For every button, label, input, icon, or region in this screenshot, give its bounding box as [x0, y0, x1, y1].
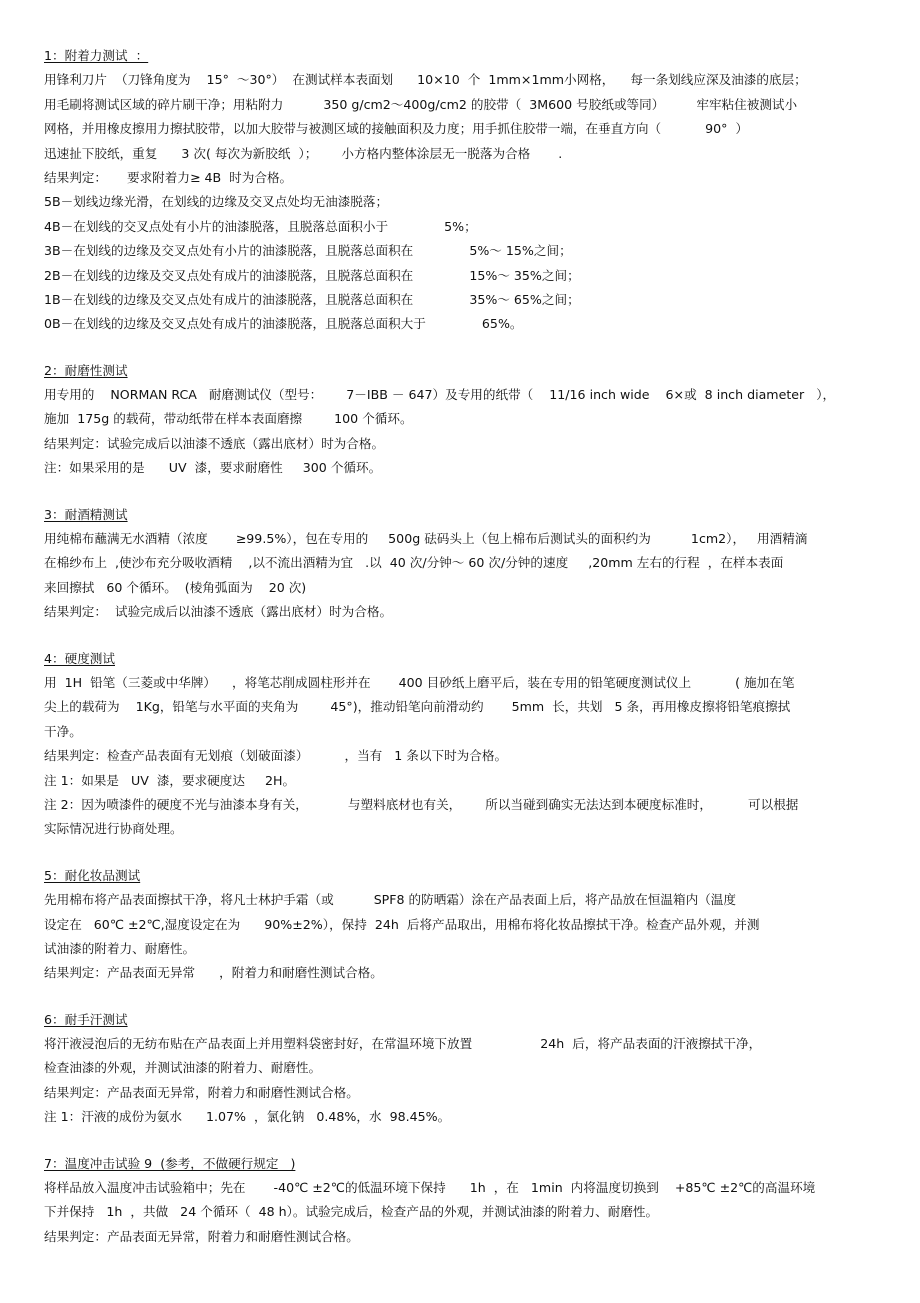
text-line: 4B－在划线的交叉点处有小片的油漆脱落，且脱落总面积小于 5%； — [44, 218, 477, 234]
section-heading: 7：温度冲击试验 9 (参考，不做硬行规定 ) — [44, 1155, 296, 1171]
text-line: 结果判定： 试验完成后以油漆不透底（露出底材）时为合格。 — [44, 604, 393, 620]
text-line: 试油漆的附着力、耐磨性。 — [44, 940, 196, 956]
text-line: 5B－划线边缘光滑，在划线的边缘及交叉点处均无油漆脱落； — [44, 194, 389, 210]
section-heading: 5：耐化妆品测试 — [44, 867, 141, 883]
section-thermal-shock-test — [44, 1152, 880, 1250]
text-line: 实际情况进行协商处理。 — [44, 821, 183, 837]
section-heading: 6：耐手汗测试 — [44, 1011, 128, 1027]
text-line: 干净。 — [44, 723, 82, 739]
text-line: 注 1：如果是 UV 漆，要求硬度达 2H。 — [44, 772, 296, 788]
text-line: 尖上的载荷为 1Kg，铅笔与水平面的夹角为 45°)，推动铅笔向前滑动约 5mm 长，共划 5 条，再用橡皮擦将铅笔痕擦拭 — [44, 699, 791, 715]
text-line: 2B－在划线的边缘及交叉点处有成片的油漆脱落，且脱落总面积在 15%～ 35%之间； — [44, 267, 580, 283]
section-abrasion-test — [44, 359, 880, 481]
text-line: 结果判定：产品表面无异常 ，附着力和耐磨性测试合格。 — [44, 965, 383, 981]
text-line: 检查油漆的外观，并测试油漆的附着力、耐磨性。 — [44, 1060, 322, 1076]
text-line: 设定在 60℃ ±2℃,湿度设定在为 90%±2%），保持 24h 后将产品取出，用棉布将化妆品擦拭干净。检查产品外观，并测 — [44, 916, 760, 932]
text-line: 网格，并用橡皮擦用力擦拭胶带，以加大胶带与被测区域的接触面积及力度；用手抓住胶带一端，在垂直方向（ 90° ） — [44, 121, 749, 137]
text-line: 将汗液浸泡后的无纺布贴在产品表面上并用塑料袋密封好，在常温环境下放置 24h 后，将产品表面的汗液擦拭干净， — [44, 1036, 762, 1052]
text-line: 用纯棉布蘸满无水酒精（浓度 ≥99.5%），包在专用的 500g 砝码头上（包上棉布后测试头的面积约为 1cm2）， 用酒精滴 — [44, 531, 808, 547]
text-line: 结果判定： 要求附着力≥ 4B 时为合格。 — [44, 169, 293, 185]
text-line: 先用棉布将产品表面擦拭干净，将凡士林护手霜（或 SPF8 的防晒霜）涂在产品表面上后，将产品放在恒温箱内（温度 — [44, 892, 736, 908]
section-adhesion-test — [44, 44, 880, 337]
section-sweat-test — [44, 1008, 880, 1130]
text-line: 注 2：因为喷漆件的硬度不光与油漆本身有关， 与塑料底材也有关， 所以当碰到确实无法达到本硬度标准时， 可以根据 — [44, 796, 799, 812]
text-line: 来回擦拭 60 个循环。 (棱角弧面为 20 次) — [44, 579, 307, 595]
text-line: 结果判定：产品表面无异常，附着力和耐磨性测试合格。 — [44, 1084, 359, 1100]
text-line: 结果判定：产品表面无异常，附着力和耐磨性测试合格。 — [44, 1228, 359, 1244]
section-alcohol-test — [44, 503, 880, 625]
text-line: 下并保持 1h ，共做 24 个循环（ 48 h）。试验完成后，检查产品的外观，并测试油漆的附着力、耐磨性。 — [44, 1204, 659, 1220]
text-line: 结果判定：检查产品表面有无划痕（划破面漆） ，当有 1 条以下时为合格。 — [44, 748, 508, 764]
text-line: 1B－在划线的边缘及交叉点处有成片的油漆脱落，且脱落总面积在 35%～ 65%之间； — [44, 291, 580, 307]
text-line: 0B－在划线的边缘及交叉点处有成片的油漆脱落，且脱落总面积大于 65%。 — [44, 316, 523, 332]
section-hardness-test — [44, 647, 880, 842]
text-line: 用专用的 NORMAN RCA 耐磨测试仪（型号： 7－IBB － 647）及专用的纸带（ 11/16 inch wide 6×或 8 inch diameter ）， — [44, 387, 836, 403]
section-heading: 1：附着力测试 ： — [44, 48, 149, 63]
text-line: 3B－在划线的边缘及交叉点处有小片的油漆脱落，且脱落总面积在 5%～ 15%之间； — [44, 243, 572, 259]
document-body — [44, 44, 880, 1271]
section-heading: 3：耐酒精测试 — [44, 506, 128, 522]
text-line: 结果判定：试验完成后以油漆不透底（露出底材）时为合格。 — [44, 435, 385, 451]
section-cosmetics-test — [44, 864, 880, 986]
text-line: 施加 175g 的载荷，带动纸带在样本表面磨擦 100 个循环。 — [44, 411, 413, 427]
text-line: 用毛刷将测试区域的碎片刷干净；用粘附力 350 g/cm2～400g/cm2 的胶带（ 3M600 号胶纸或等同） 牢牢粘住被测试小 — [44, 96, 798, 112]
text-line: 注 1：汗液的成份为氨水 1.07% ，氯化钠 0.48%，水 98.45%。 — [44, 1109, 451, 1125]
text-line: 用锋利刀片 （刀锋角度为 15° ～30°） 在测试样本表面划 10×10 个 1mm×1mm小网格， 每一条划线应深及油漆的底层； — [44, 72, 807, 88]
text-line: 在棉纱布上 ,使沙布充分吸收酒精 ,以不流出酒精为宜 .以 40 次/分钟～ 60 次/分钟的速度 ,20mm 左右的行程 ，在样本表面 — [44, 555, 784, 571]
text-line: 注：如果采用的是 UV 漆，要求耐磨性 300 个循环。 — [44, 460, 382, 476]
section-heading: 4：硬度测试 — [44, 650, 115, 666]
text-line: 迅速扯下胶纸，重复 3 次( 每次为新胶纸 ）； 小方格内整体涂层无一脱落为合格 . — [44, 145, 563, 161]
text-line: 用 1H 铅笔（三菱或中华牌） ，将笔芯削成圆柱形并在 400 目砂纸上磨平后，装在专用的铅笔硬度测试仪上 ( 施加在笔 — [44, 674, 795, 690]
section-heading: 2：耐磨性测试 — [44, 362, 128, 378]
text-line: 将样品放入温度冲击试验箱中；先在 -40℃ ±2℃的低温环境下保持 1h ，在 1min 内将温度切换到 +85℃ ±2℃的高温环境 — [44, 1180, 816, 1196]
